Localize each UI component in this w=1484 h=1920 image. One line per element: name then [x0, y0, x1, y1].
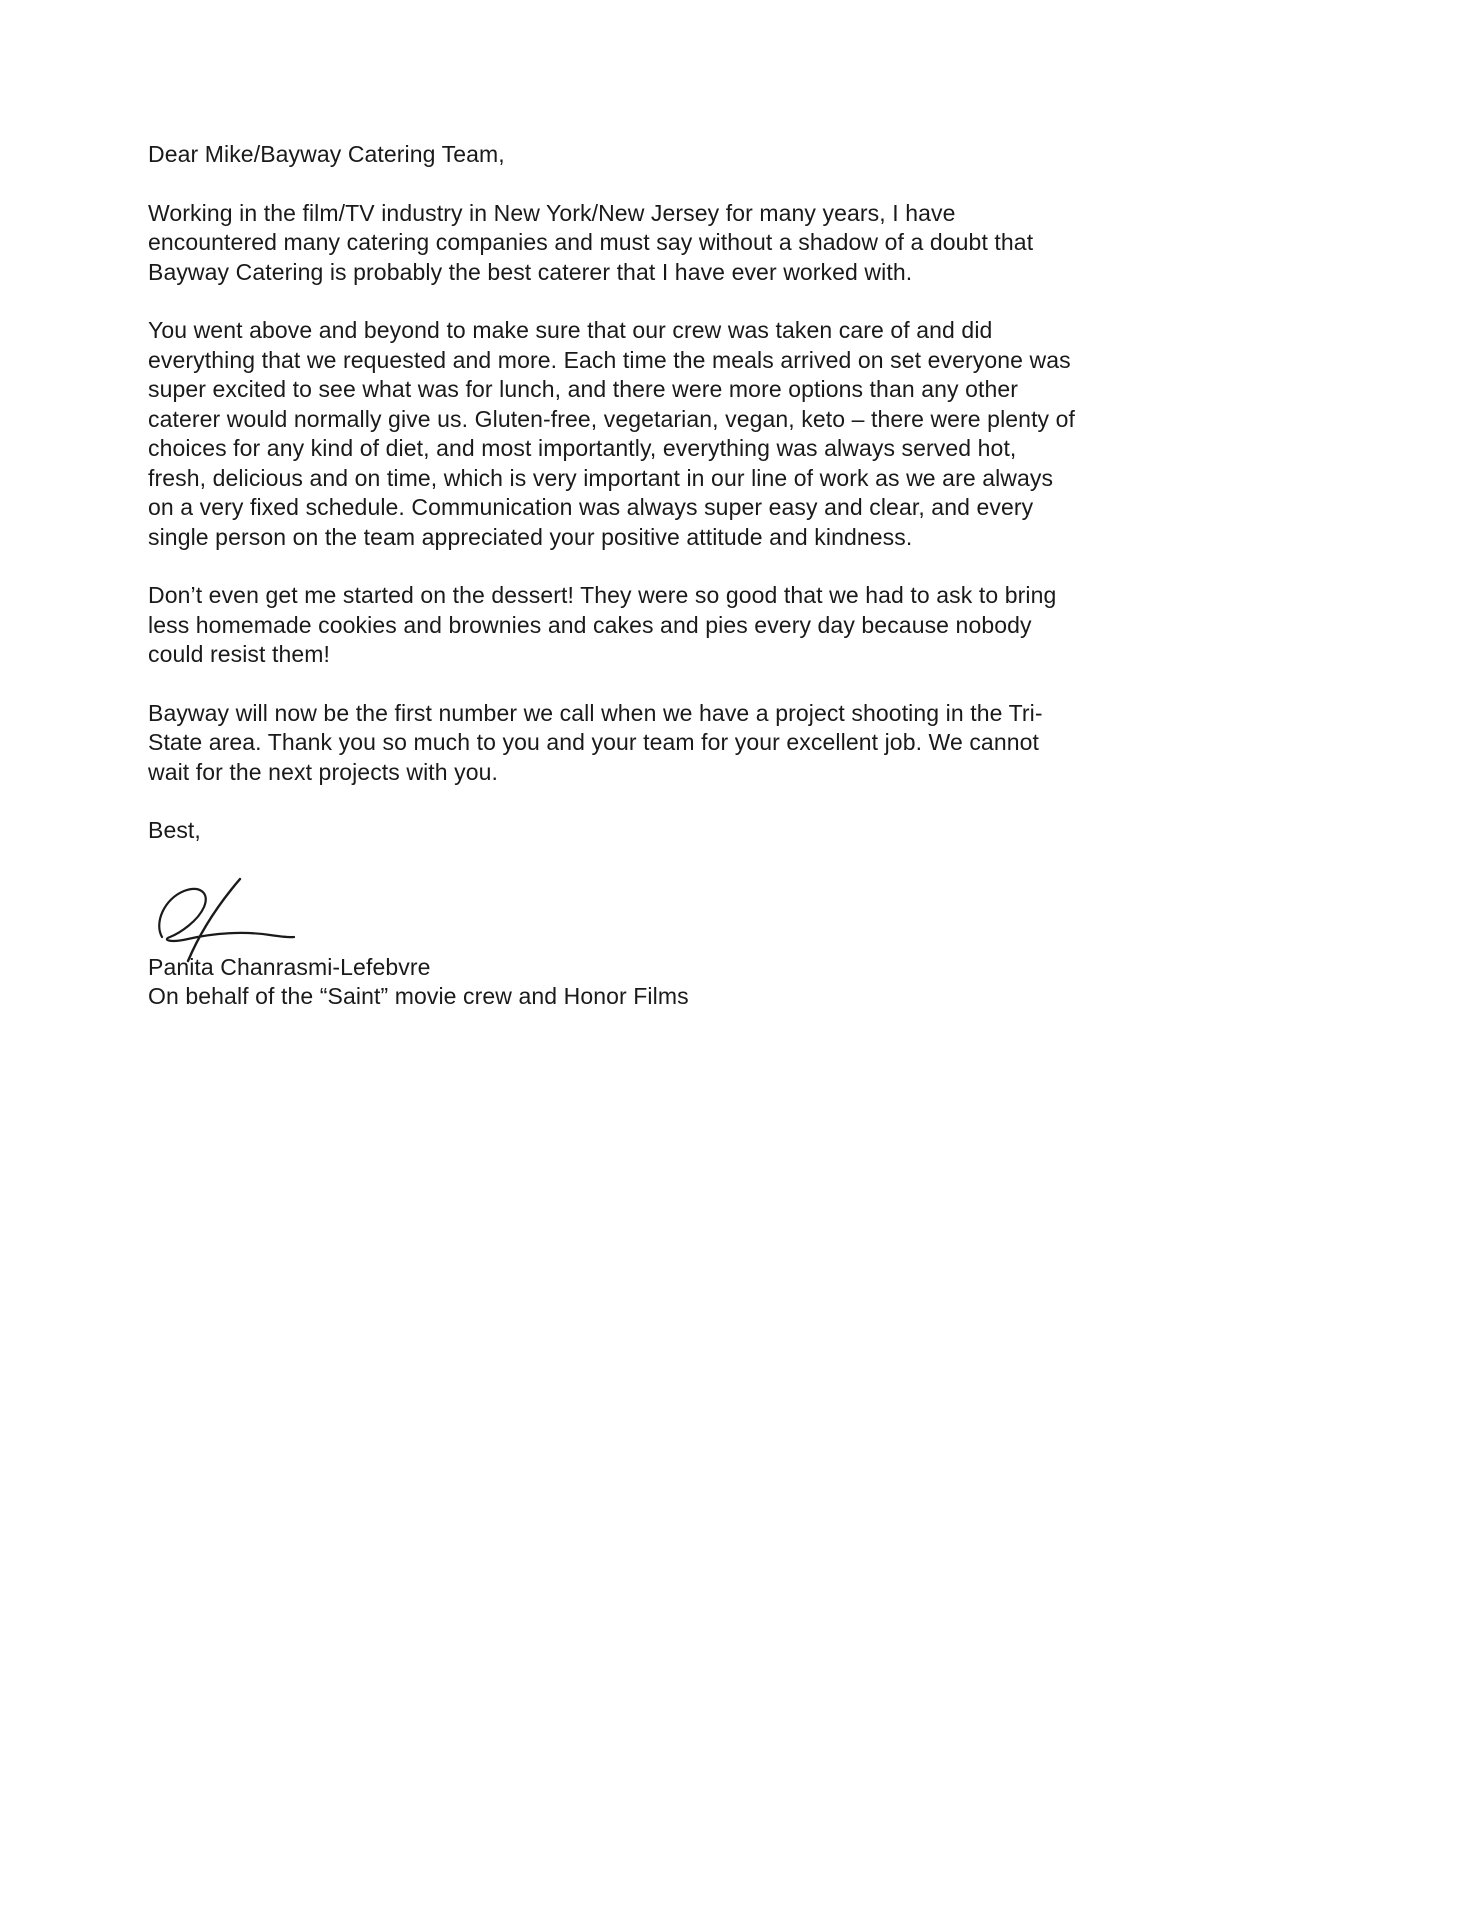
signer-name: Panita Chanrasmi-Lefebvre	[148, 953, 431, 980]
closing-salutation: Best,	[148, 817, 201, 843]
paragraph-service: You went above and beyond to make sure that our crew was taken care of and did everything that we requested and more. Each time the meals arrived on set everyone was super excited to see what was for lunch, and there were more options than any other caterer would normally give us. Gluten-free, vegetarian, vegan, keto – there were plenty of choices for any kind of diet, and most importantly, everything was always served hot, fresh, delicious and on time, which is very important in our line of work as we are always on a very fixed schedule. Communication was always super easy and clear, and every single person on the team appreciated your positive attitude and kindness.	[148, 317, 1076, 550]
paragraph-dessert: Don’t even get me started on the dessert! They were so good that we had to ask to bring less homemade cookies and brownies and cakes and pies every day because nobody could resist them!	[148, 582, 1057, 667]
paragraph-closing-thanks: Bayway will now be the first number we call when we have a project shooting in the Tri-State area. Thank you so much to you and your team for your excellent job. We cannot wait for the next projects with you.	[148, 699, 1043, 785]
signer-on-behalf: On behalf of the “Saint” movie crew and Honor Films	[148, 983, 689, 1009]
letter-body	[148, 140, 1080, 1012]
paragraph-intro: Working in the film/TV industry in New York/New Jersey for many years, I have encountered many catering companies and must say without a shadow of a doubt that Bayway Catering is probably the best caterer that I have ever worked with.	[148, 199, 1034, 285]
salutation: Dear Mike/Bayway Catering Team,	[148, 141, 505, 167]
